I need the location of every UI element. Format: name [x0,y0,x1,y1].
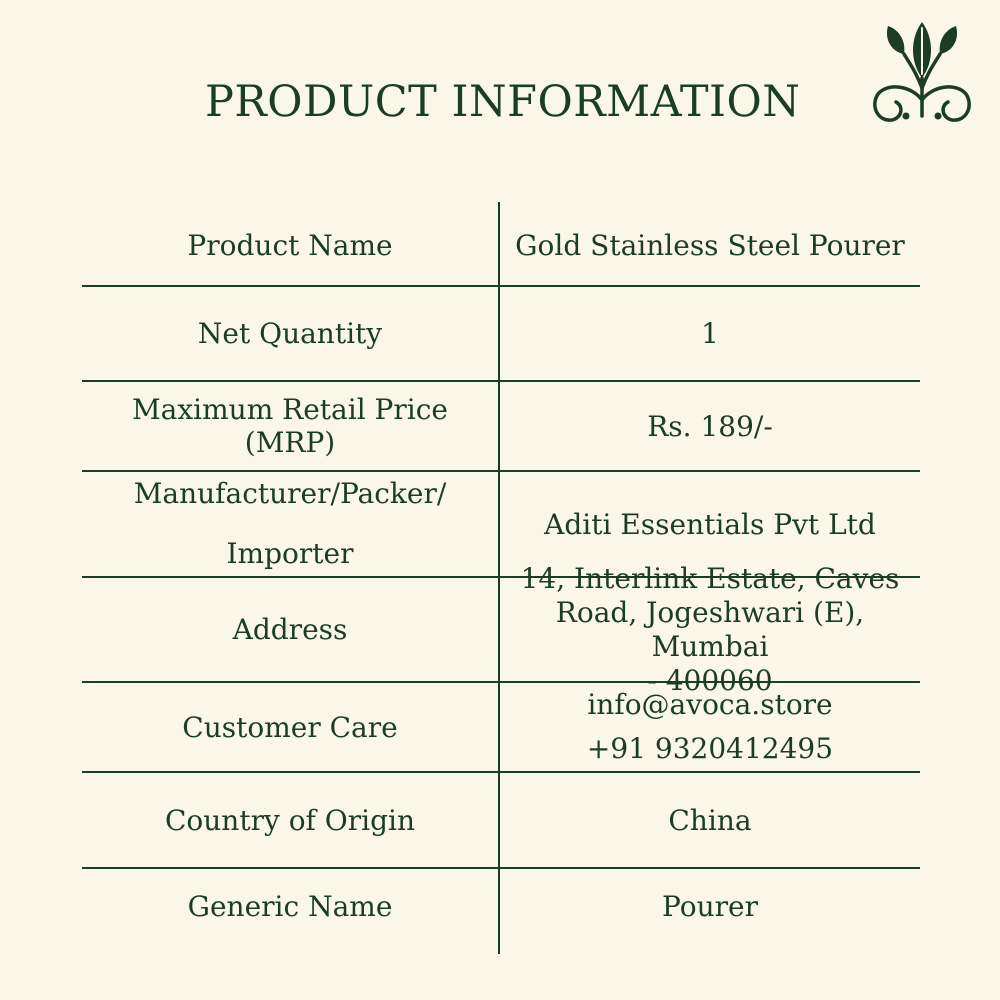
value-address-line1: 14, Interlink Estate, Caves [520,561,900,595]
table-row-label [82,578,498,681]
table-row-label [82,382,498,470]
value-country-of-origin: China [668,803,752,837]
table-row-label [82,869,498,944]
label-customer-care: Customer Care [182,710,398,744]
value-net-quantity: 1 [701,317,719,350]
table-row-label [82,205,498,285]
table-row-label [82,472,498,576]
label-manufacturer-line1: Manufacturer/Packer/ [133,477,447,510]
value-customer-phone: +91 9320412495 [586,732,834,765]
table-row-value [500,472,920,576]
label-mrp: Maximum Retail Price (MRP) [132,393,448,459]
table-row-value [500,561,920,697]
value-mrp: Rs. 189/- [647,409,773,443]
table-row-value [500,382,920,470]
value-manufacturer: Aditi Essentials Pvt Ltd [544,507,876,541]
table-row-value [500,683,920,771]
table-row-value [500,869,920,944]
table-row-label [82,683,498,771]
leaf-emblem-icon [866,16,978,128]
label-country-of-origin: Country of Origin [164,803,416,837]
page-title: PRODUCT INFORMATION [205,77,801,127]
table-row-value [500,287,920,380]
table-row-label [82,287,498,380]
label-generic-name: Generic Name [187,890,393,923]
value-address-line3: - 400060 [647,663,773,697]
value-address-line2: Road, Jogeshwari (E), Mumbai [555,595,865,663]
label-address: Address [232,613,348,646]
value-generic-name: Pourer [662,890,758,923]
value-product-name: Gold Stainless Steel Pourer [515,228,905,262]
table-row-label [82,773,498,867]
label-manufacturer-line2: Importer [226,537,354,570]
table-row-value [500,205,920,285]
value-customer-email: info@avoca.store [587,688,833,721]
table-row-value [500,773,920,867]
label-net-quantity: Net Quantity [197,317,383,350]
label-product-name: Product Name [187,228,393,262]
